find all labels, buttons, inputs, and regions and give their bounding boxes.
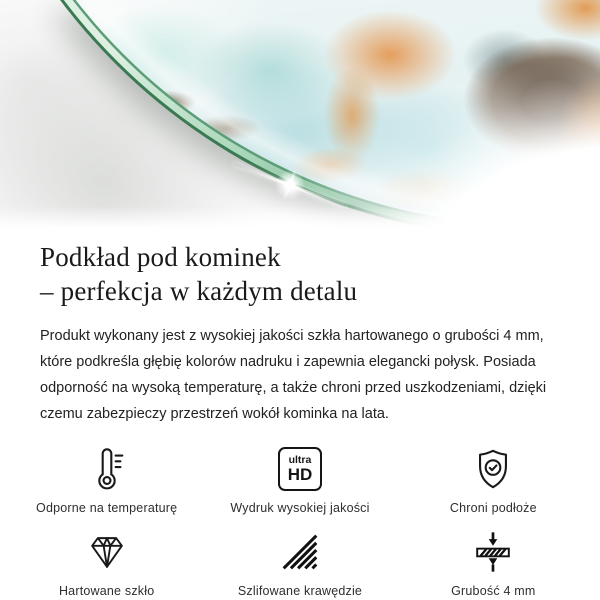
polished-edges-icon	[277, 528, 323, 576]
intro-paragraph: Produkt wykonany jest z wysokiej jakości szkła hartowanego o grubości 4 mm, które podkreśla głębię kolorów nadruku i zapewnia elegancki połysk. Posiada odporność na wysoką temperaturę, a także chroni przed uszkodzeniami, dzięki czemu zabezpieczy przestrzeń wokół kominka na lata.	[40, 328, 547, 422]
feature-polished-edges	[203, 528, 396, 598]
feature-grid	[0, 445, 600, 598]
thermometer-icon	[84, 445, 130, 493]
thickness-icon	[470, 528, 516, 576]
feature-temperature	[10, 445, 203, 515]
feature-label: Odporne na temperaturę	[36, 501, 178, 515]
hero-bottom-fade	[0, 206, 600, 232]
feature-label: Szlifowane krawędzie	[237, 584, 363, 598]
feature-label: Chroni podłoże	[449, 501, 537, 515]
feature-label: Wydruk wysokiej jakości	[230, 501, 370, 515]
feature-label: Grubość 4 mm	[451, 584, 536, 598]
page-title	[40, 240, 560, 308]
page-title-line1: Podkład pod kominek	[40, 242, 281, 272]
product-hero-image	[0, 0, 600, 232]
ultra-hd-icon: ultra HD	[278, 445, 322, 493]
feature-thickness	[397, 528, 590, 598]
shield-check-icon	[470, 445, 516, 493]
feature-protects-floor	[397, 445, 590, 515]
feature-tempered-glass	[10, 528, 203, 598]
feature-label: Hartowane szkło	[58, 584, 155, 598]
diamond-icon	[84, 528, 130, 576]
page-title-line2: – perfekcja w każdym detalu	[40, 276, 358, 306]
feature-print-quality	[203, 445, 396, 515]
